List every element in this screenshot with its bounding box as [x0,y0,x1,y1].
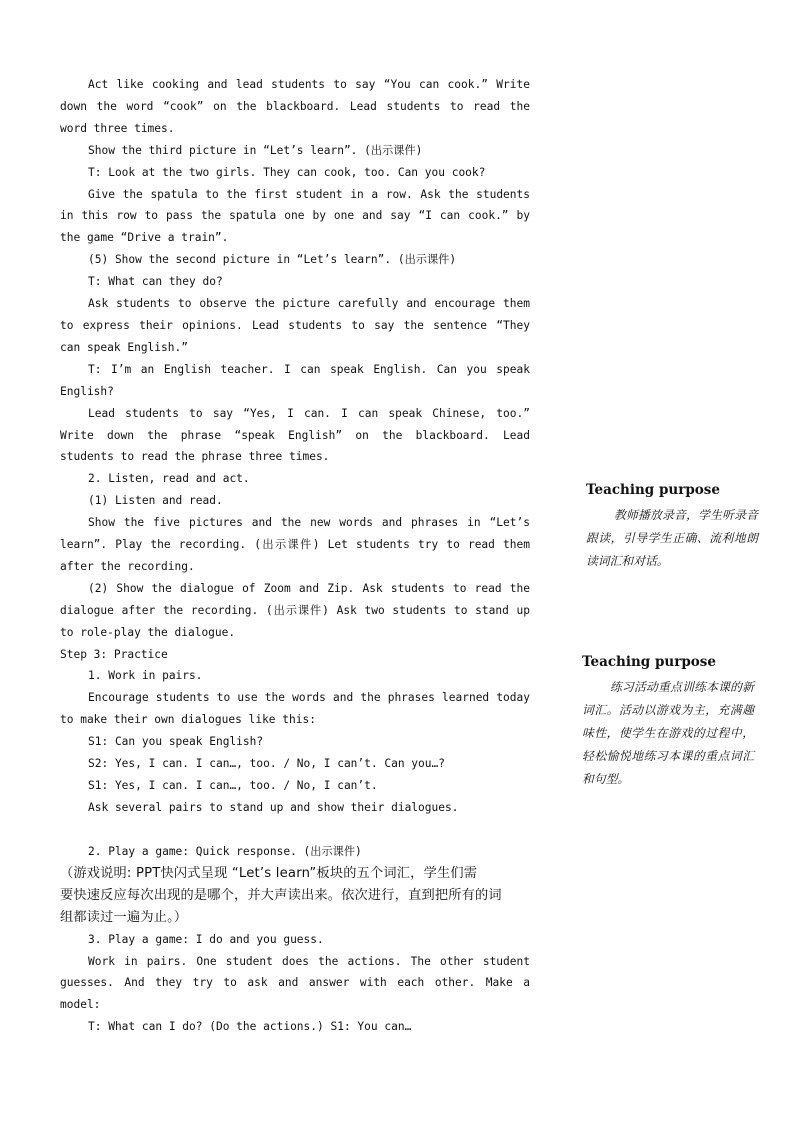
paragraph: Work in pairs. One student does the actions. The other student guesses. And they try to ask and answer with each other. Make a model: [60,954,530,1012]
game-explanation-line: 要快速反应每次出现的是哪个，并大声读出来。依次进行，直到把所有的词 [60,887,502,903]
paragraph: Ask students to observe the picture carefully and encourage them to express their opinions. Lead students to say the sentence “They can speak English.” [60,297,530,354]
paragraph: Encourage students to use the words and the phrases learned today to make their own dialogues like this: [60,691,530,727]
paragraph: T: Look at the two girls. They can cook, too. Can you cook? [88,165,486,179]
paragraph: (5) Show the second picture in “Let’s learn”. (出示课件) [88,253,457,267]
dialogue-line: S2: Yes, I can. I can…, too. / No, I can’t. Can you…? [88,757,445,771]
paragraph: Lead students to say “Yes, I can. I can speak Chinese, too.” Write down the phrase “speak English” on the blackboard. Lead students to read the phrase three times. [60,406,530,464]
paragraph: T: What can they do? [88,275,223,289]
note-title: Teaching purpose [582,654,716,670]
paragraph: T: What can I do? (Do the actions.) S1: You can… [88,1020,412,1034]
paragraph: Show the third picture in “Let’s learn”. (出示课件) [88,143,423,157]
teaching-purpose-note [586,481,758,573]
paragraph: (1) Listen and read. [88,494,223,508]
game-explanation-line: （游戏说明: PPT快闪式呈现 “Let’s learn”板块的五个词汇，学生们需 [60,865,478,881]
paragraph: Act like cooking and lead students to say “You can cook.” Write down the word “cook” on the blackboard. Lead students to read the word three times. [60,78,530,135]
paragraph: (2) Show the dialogue of Zoom and Zip. Ask students to read the dialogue after the recording. (出示课件) Ask two students to stand up to role-play the dialogue. [60,581,530,639]
paragraph: Show the five pictures and the new words and phrases in “Let’s learn”. Play the recording. (出示课件) Let students try to read them after the recording. [60,516,530,573]
paragraph: 2. Play a game: Quick response. (出示课件) [88,844,362,858]
teaching-purpose-note [582,653,754,791]
blank-line [60,819,530,841]
paragraph: T: I’m an English teacher. I can speak English. Can you speak English? [60,362,530,398]
note-title: Teaching purpose [586,482,720,498]
lesson-body [60,74,530,1038]
step-heading: Step 3: Practice [60,647,168,661]
paragraph: 1. Work in pairs. [88,669,203,683]
dialogue-line: S1: Yes, I can. I can…, too. / No, I can’t. [88,779,378,792]
paragraph: 3. Play a game: I do and you guess. [88,932,324,946]
game-explanation [60,863,530,929]
note-text: 练习活动重点训练本课的新词汇。活动以游戏为主，充满趣味性，使学生在游戏的过程中，轻松愉悦地练习本课的重点词汇和句型。 [582,680,754,786]
paragraph: Ask several pairs to stand up and show their dialogues. [88,800,459,814]
dialogue-line: S1: Can you speak English? [88,735,264,749]
note-text: 教师播放录音，学生听录音跟读，引导学生正确、流利地朗读词汇和对话。 [586,508,758,568]
game-explanation-line: 组都读过一遍为止。） [60,909,188,925]
paragraph: 2. Listen, read and act. [88,472,250,486]
paragraph: Give the spatula to the first student in a row. Ask the students in this row to pass the spatula one by one and say “I can cook.” by the game “Drive a train”. [60,187,530,245]
